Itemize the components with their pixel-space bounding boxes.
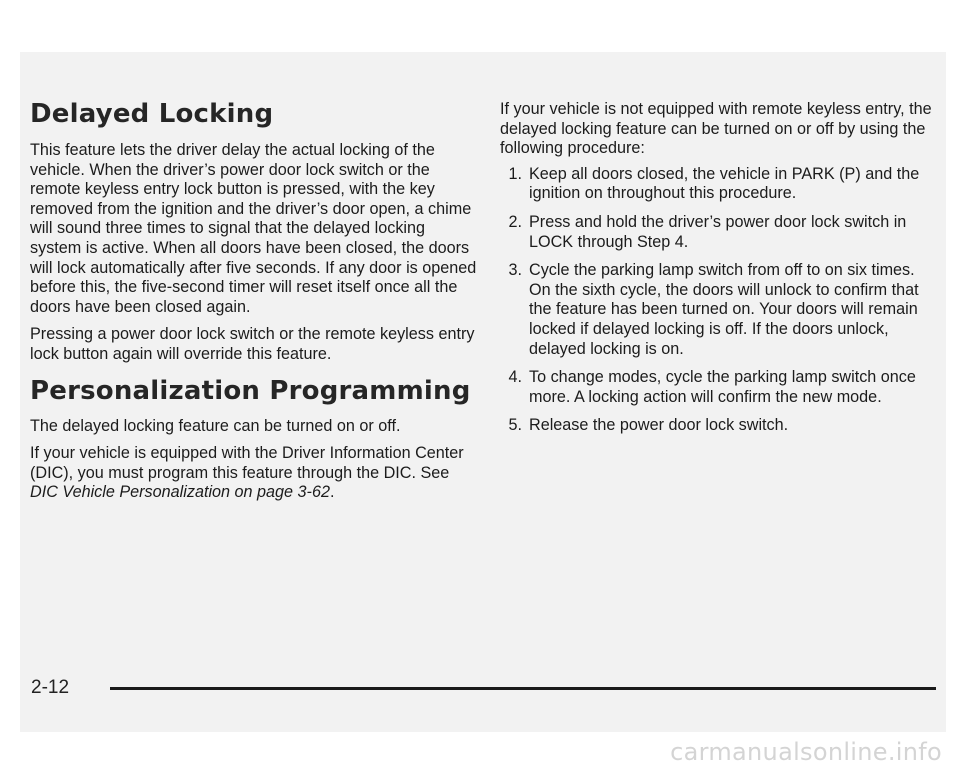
list-item bbox=[502, 165, 932, 204]
watermark-logo: carmanualsonline.info bbox=[670, 738, 942, 766]
step-number: 3. bbox=[508, 261, 522, 280]
step-number: 4. bbox=[508, 368, 522, 387]
procedure-steps-list bbox=[500, 165, 932, 436]
list-item bbox=[502, 261, 932, 359]
list-item bbox=[502, 416, 932, 436]
paragraph-dic-end: . bbox=[329, 483, 335, 502]
list-item bbox=[502, 368, 932, 407]
heading-delayed-locking: Delayed Locking bbox=[30, 99, 274, 129]
paragraph-dic bbox=[30, 444, 478, 503]
step-text: Cycle the parking lamp switch from off to on six times. On the sixth cycle, the doors will unlock to confirm that the feature has been turned on. Your doors will remain locked if delayed locking is off. If the doors unlock, delayed locking is on. bbox=[529, 261, 919, 358]
list-item bbox=[502, 213, 932, 252]
heading-personalization-programming: Personalization Programming bbox=[30, 375, 471, 406]
paragraph-dic-text: If your vehicle is equipped with the Driver Information Center (DIC), you must program this feature through the DIC. See bbox=[30, 444, 464, 482]
step-number: 5. bbox=[508, 416, 522, 435]
manual-page bbox=[20, 52, 946, 732]
paragraph-procedure-intro: If your vehicle is not equipped with remote keyless entry, the delayed locking feature can be turned on or off by using the following procedure: bbox=[500, 100, 932, 158]
paragraph-delayed-description: This feature lets the driver delay the actual locking of the vehicle. When the driver’s power door lock switch or the remote keyless entry lock button is pressed, with the key removed from the ignition and the driver’s door open, a chime will sound three times to signal that the delayed locking system is active. When all doors have been closed, the doors will lock automatically after five seconds. If any door is opened before this, the five-second timer will reset itself once all the doors have been closed again. bbox=[30, 141, 477, 316]
right-column bbox=[500, 52, 932, 445]
footer-divider bbox=[110, 687, 936, 690]
step-text: Keep all doors closed, the vehicle in PARK (P) and the ignition on throughout this procedure. bbox=[529, 164, 920, 203]
paragraph-toggle: The delayed locking feature can be turned on or off. bbox=[30, 416, 401, 435]
paragraph-override: Pressing a power door lock switch or the remote keyless entry lock button again will override this feature. bbox=[30, 325, 475, 363]
step-text: Press and hold the driver’s power door lock switch in LOCK through Step 4. bbox=[529, 212, 907, 251]
left-column bbox=[30, 52, 478, 503]
page-number: 2-12 bbox=[31, 677, 70, 698]
step-text: Release the power door lock switch. bbox=[529, 416, 789, 435]
dic-page-reference: DIC Vehicle Personalization on page 3-62 bbox=[30, 483, 330, 502]
step-text: To change modes, cycle the parking lamp switch once more. A locking action will confirm the new mode. bbox=[529, 368, 916, 406]
step-number: 2. bbox=[508, 212, 522, 231]
step-number: 1. bbox=[508, 164, 522, 183]
